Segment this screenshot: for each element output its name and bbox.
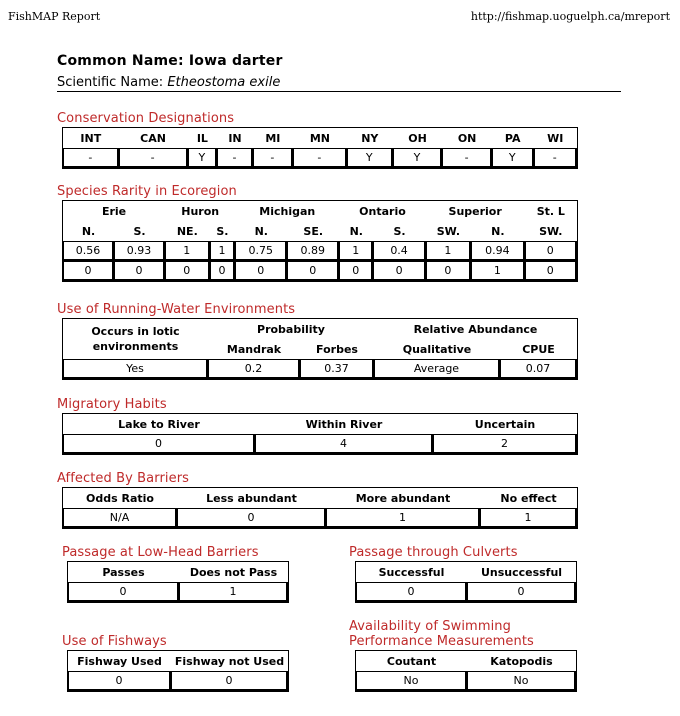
- report-title: FishMAP Report: [8, 10, 101, 23]
- table-row: [63, 359, 577, 379]
- subregion-header: SW.: [539, 224, 563, 238]
- header-cell: MI: [265, 131, 281, 145]
- swimming-table: [355, 650, 577, 692]
- value-cell: 0.4: [373, 241, 425, 261]
- subregion-header: SE.: [303, 224, 324, 238]
- subregion-header: S.: [133, 224, 146, 238]
- section-title-running-water: Use of Running-Water Environments: [57, 302, 296, 317]
- table-row: [68, 671, 288, 691]
- header-cell: MN: [309, 131, 330, 145]
- common-name-value: Iowa darter: [188, 53, 283, 69]
- section-title-migratory: Migratory Habits: [57, 397, 167, 412]
- forbes-value: 0.37: [300, 359, 374, 379]
- table-header-row: [68, 651, 288, 671]
- value-cell: 0: [177, 508, 326, 528]
- value-cell: 2: [433, 434, 577, 454]
- subregion-header: N.: [81, 224, 96, 238]
- header-cell: Lake to River: [118, 417, 200, 431]
- value-cell: 0: [165, 261, 209, 281]
- table-header-row: [63, 414, 577, 434]
- section-title-fishways: Use of Fishways: [62, 634, 167, 649]
- value-cell: 0: [373, 261, 425, 281]
- table-row: [63, 261, 577, 281]
- probability-header: Probability: [257, 322, 325, 336]
- table-header-row: [63, 221, 577, 241]
- header-cell: No effect: [500, 491, 557, 505]
- value-cell: -: [293, 148, 347, 168]
- value-cell: 0: [467, 582, 576, 602]
- header-cell: More abundant: [355, 491, 451, 505]
- value-cell: 0.93: [114, 241, 165, 261]
- value-cell: 0: [339, 261, 373, 281]
- value-cell: 0: [171, 671, 288, 691]
- value-cell: 1: [210, 241, 236, 261]
- table-header-row: [63, 201, 577, 221]
- section-title-conservation: Conservation Designations: [57, 111, 235, 126]
- qualitative-header: Qualitative: [402, 342, 472, 356]
- value-cell: 1: [326, 508, 480, 528]
- table-row: [63, 241, 577, 261]
- cpue-value: 0.07: [500, 359, 577, 379]
- mandrak-value: 0.2: [208, 359, 300, 379]
- header-cell: NY: [361, 131, 379, 145]
- section-title-culverts: Passage through Culverts: [349, 545, 518, 560]
- header-cell: OH: [408, 131, 427, 145]
- section-title-rarity: Species Rarity in Ecoregion: [57, 184, 237, 199]
- header-cell: Does not Pass: [189, 565, 278, 579]
- lotic-header: Occurs in lotic environments: [91, 325, 180, 353]
- header-cell: Less abundant: [206, 491, 297, 505]
- table-row: [63, 148, 577, 168]
- value-cell: Y: [188, 148, 218, 168]
- value-cell: -: [217, 148, 253, 168]
- value-cell: 1: [426, 241, 471, 261]
- subregion-header: SW.: [436, 224, 461, 238]
- table-header-row: [356, 651, 576, 671]
- value-cell: Y: [347, 148, 393, 168]
- section-title-barriers: Affected By Barriers: [57, 471, 190, 486]
- ecoregion-header: Michigan: [259, 204, 316, 218]
- value-cell: 0.94: [471, 241, 524, 261]
- barriers-table: [62, 487, 578, 529]
- table-header-row: [63, 488, 577, 508]
- report-url: http://fishmap.uoguelph.ca/mreport: [470, 10, 670, 23]
- value-cell: -: [63, 148, 119, 168]
- value-cell: 0: [63, 261, 114, 281]
- rarity-table: [62, 200, 578, 282]
- subregion-header: S.: [393, 224, 406, 238]
- value-cell: No: [356, 671, 467, 691]
- value-cell: No: [467, 671, 576, 691]
- header-cell: Odds Ratio: [86, 491, 154, 505]
- header-cell: IN: [228, 131, 242, 145]
- value-cell: 0: [525, 241, 577, 261]
- cpue-header: CPUE: [522, 342, 555, 356]
- value-cell: 0: [210, 261, 236, 281]
- table-row: [356, 671, 576, 691]
- scientific-name: [57, 75, 621, 92]
- section-title-passage: Passage at Low-Head Barriers: [62, 545, 259, 560]
- table-row: [63, 434, 577, 454]
- value-cell: 0: [525, 261, 577, 281]
- header-cell: ON: [457, 131, 477, 145]
- section-title-swimming: Availability of Swimming Performance Measurements: [349, 619, 534, 649]
- relative-abundance-header: Relative Abundance: [413, 322, 538, 336]
- value-cell: 1: [480, 508, 577, 528]
- table-header-row: [68, 562, 288, 582]
- subregion-header: S.: [216, 224, 229, 238]
- mandrak-header: Mandrak: [226, 342, 282, 356]
- value-cell: 1: [179, 582, 288, 602]
- value-cell: 1: [165, 241, 209, 261]
- value-cell: 0: [68, 582, 179, 602]
- header-cell: Fishway Used: [77, 654, 162, 668]
- table-row: [356, 582, 576, 602]
- lotic-value: Yes: [63, 359, 208, 379]
- subregion-header: NE.: [176, 224, 198, 238]
- conservation-table: [62, 127, 578, 169]
- value-cell: 0: [287, 261, 339, 281]
- ecoregion-header: Huron: [181, 204, 220, 218]
- value-cell: -: [442, 148, 492, 168]
- header-cell: Unsuccessful: [480, 565, 563, 579]
- table-header-row: [63, 319, 577, 339]
- header-cell: Passes: [102, 565, 145, 579]
- header-cell: Uncertain: [474, 417, 536, 431]
- qualitative-value: Average: [374, 359, 500, 379]
- ecoregion-header: St. L: [536, 204, 565, 218]
- ecoregion-header: Ontario: [359, 204, 406, 218]
- value-cell: 1: [339, 241, 373, 261]
- migratory-table: [62, 413, 578, 455]
- header-cell: Katopodis: [490, 654, 553, 668]
- table-row: [68, 582, 288, 602]
- value-cell: 1: [471, 261, 524, 281]
- forbes-header: Forbes: [316, 342, 358, 356]
- value-cell: -: [534, 148, 577, 168]
- culverts-table: [355, 561, 577, 603]
- value-cell: -: [253, 148, 293, 168]
- subregion-header: N.: [349, 224, 363, 238]
- header-cell: PA: [504, 131, 521, 145]
- value-cell: 0.89: [287, 241, 339, 261]
- value-cell: 0: [426, 261, 471, 281]
- value-cell: N/A: [63, 508, 177, 528]
- ecoregion-header: Erie: [101, 204, 127, 218]
- running-water-table: [62, 318, 578, 380]
- table-row: [63, 508, 577, 528]
- value-cell: Y: [492, 148, 534, 168]
- header-cell: CAN: [140, 131, 166, 145]
- value-cell: Y: [393, 148, 443, 168]
- scientific-name-label: Scientific Name:: [57, 75, 164, 90]
- value-cell: -: [119, 148, 188, 168]
- value-cell: 0: [114, 261, 165, 281]
- passage-table: [67, 561, 289, 603]
- table-header-row: [356, 562, 576, 582]
- value-cell: 0.75: [235, 241, 287, 261]
- header-cell: Coutant: [386, 654, 437, 668]
- header-cell: Within River: [305, 417, 383, 431]
- value-cell: 0: [235, 261, 287, 281]
- scientific-name-value: Etheostoma exile: [167, 75, 281, 90]
- common-name-label: Common Name:: [57, 53, 184, 69]
- fishways-table: [67, 650, 289, 692]
- value-cell: 0: [63, 434, 255, 454]
- table-header-row: [63, 128, 577, 148]
- value-cell: 4: [255, 434, 433, 454]
- header-cell: IL: [196, 131, 208, 145]
- value-cell: 0: [68, 671, 171, 691]
- header-cell: WI: [547, 131, 564, 145]
- value-cell: 0: [356, 582, 467, 602]
- ecoregion-header: Superior: [448, 204, 502, 218]
- subregion-header: N.: [254, 224, 268, 238]
- common-name: [57, 53, 283, 69]
- value-cell: 0.56: [63, 241, 114, 261]
- subregion-header: N.: [491, 224, 505, 238]
- header-cell: Successful: [378, 565, 445, 579]
- header-cell: INT: [80, 131, 102, 145]
- header-cell: Fishway not Used: [174, 654, 285, 668]
